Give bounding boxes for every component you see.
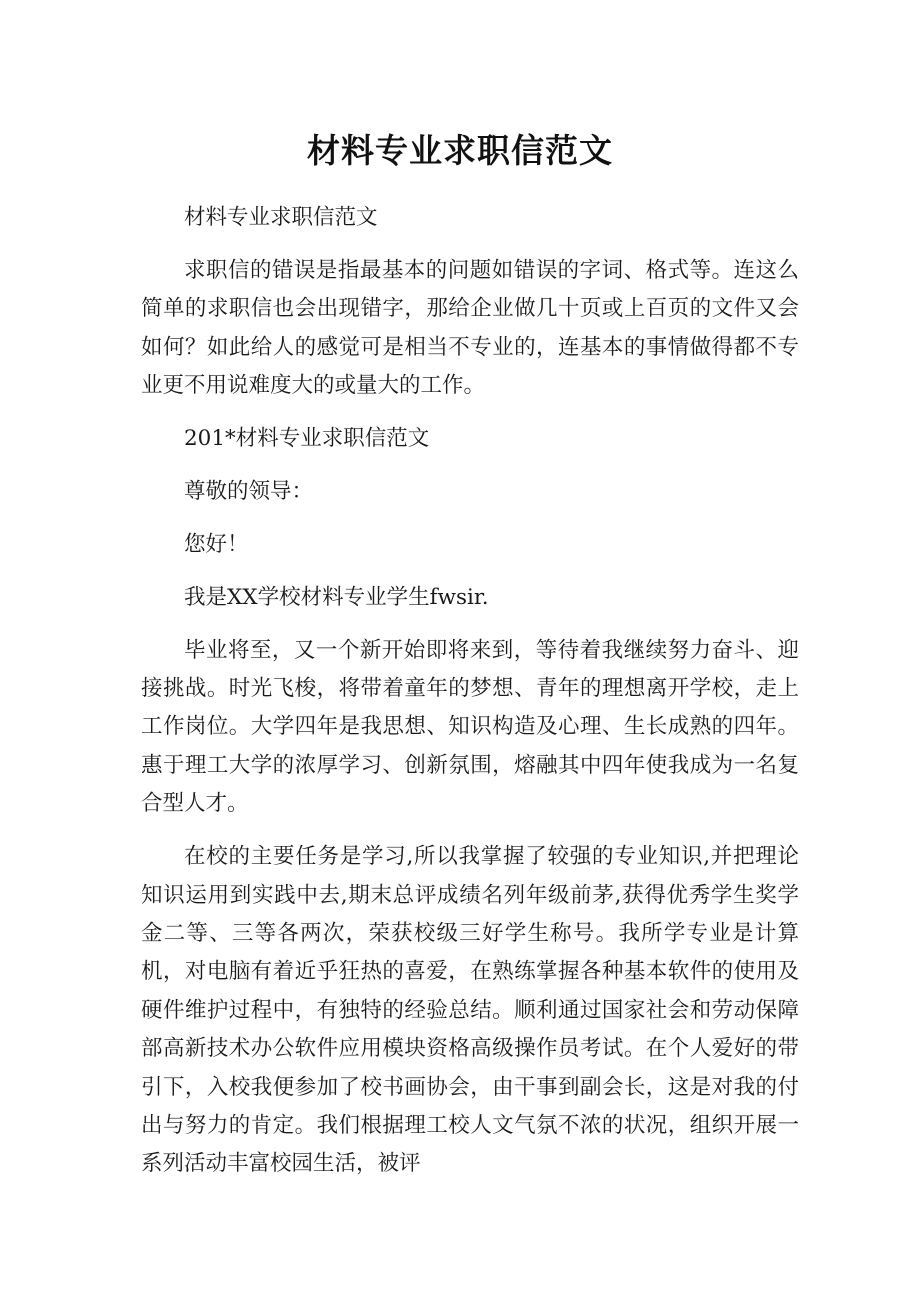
paragraph-intro: 求职信的错误是指最基本的问题如错误的字词、格式等。连这么简单的求职信也会出现错字，那给企业做几十页或上百页的文件又会如何？如此给人的感觉可是相当不专业的，连基本的事情做得都不专业更不用说难度大的或量大的工作。 [141, 257, 799, 399]
paragraph-self-intro: 我是XX学校材料专业学生fwsir. [184, 584, 489, 610]
document-title: 材料专业求职信范文 [307, 131, 613, 170]
paragraph-study: 在校的主要任务是学习,所以我掌握了较强的专业知识,并把理论知识运用到实践中去,期末总评成绩名列年级前茅,获得优秀学生奖学金二等、三等各两次，荣获校级三好学生称号。我所学专业是计算机，对电脑有着近乎狂热的喜爱，在熟练掌握各种基本软件的使用及硬件维护过程中，有独特的经验总结。顺利通过国家社会和劳动保障部高新技术办公软件应用模块资格高级操作员考试。在个人爱好的带引下，入校我便参加了校书画协会，由干事到副会长，这是对我的付出与努力的肯定。我们根据理工校人文气氛不浓的状况，组织开展一系列活动丰富校园生活，被评 [141, 844, 799, 1177]
paragraph-subtitle: 201*材料专业求职信范文 [184, 426, 430, 452]
paragraph-graduation: 毕业将至，又一个新开始即将来到，等待着我继续努力奋斗、迎接挑战。时光飞梭，将带着童年的梦想、青年的理想离开学校，走上工作岗位。大学四年是我思想、知识构造及心理、生长成熟的四年。惠于理工大学的浓厚学习、创新氛围，熔融其中四年使我成为一名复合型人才。 [141, 637, 799, 817]
paragraph-salutation: 尊敬的领导： [184, 478, 314, 504]
paragraph-heading: 材料专业求职信范文 [184, 205, 378, 230]
document-body [141, 199, 799, 1198]
paragraph-greeting: 您好！ [184, 531, 249, 557]
